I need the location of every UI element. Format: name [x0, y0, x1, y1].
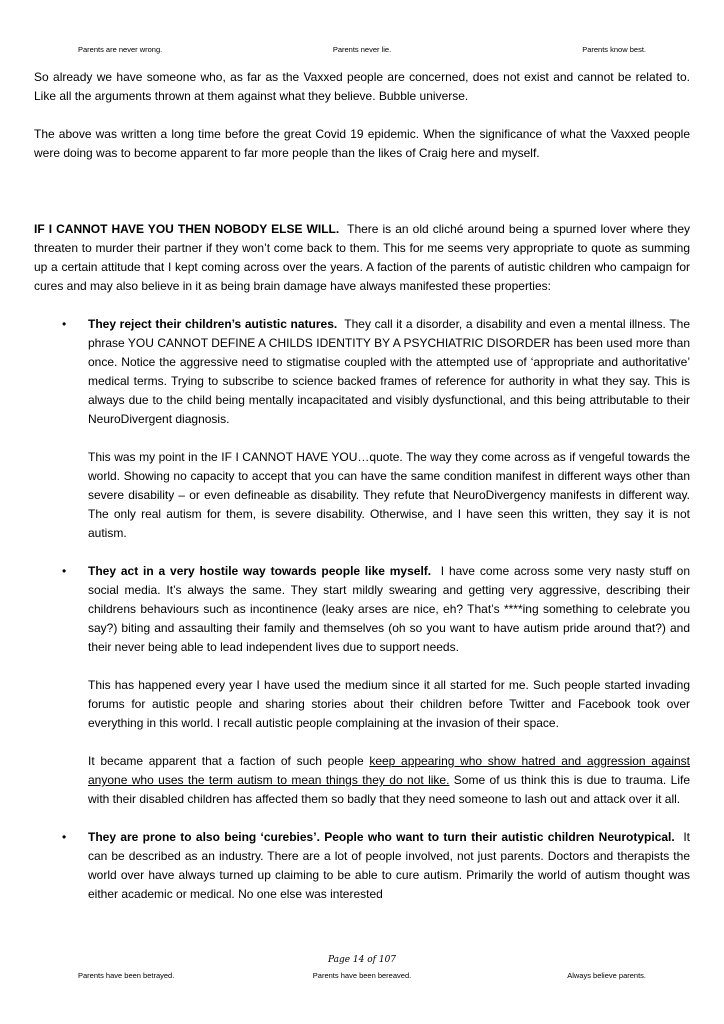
bullet-paragraph: This was my point in the IF I CANNOT HAVE YOU…quote. The way they come across as if vengeful towards the world. Showing no capacity to accept that you can have the same condition manifest in different ways other than severe disability – or even defineable as disability. They refute that NeuroDivergency manifests in different way. The only real autism for them, is severe disability. Otherwise, and I have seen this written, they say it is not autism.: [88, 450, 690, 540]
section-spacer: [34, 182, 690, 220]
bullet-marker: •: [62, 564, 67, 578]
section-heading: IF I CANNOT HAVE YOU THEN NOBODY ELSE WILL.: [34, 222, 340, 236]
bullet-text-pre: It became apparent that a faction of such people: [88, 754, 370, 768]
footer-center-text: Parents have been bereaved.: [312, 971, 412, 980]
intro-paragraph-1: So already we have someone who, as far as the Vaxxed people are concerned, does not exist and cannot be related to. Like all the arguments thrown at them against what they believe. Bubble universe.: [34, 70, 690, 103]
list-item: [34, 562, 690, 809]
header-left-text: Parents are never wrong.: [78, 45, 163, 54]
list-item: [34, 315, 690, 543]
bullet-paragraph: [88, 562, 690, 657]
underlined-text: keep appearing who show hatred and aggression against anyone who uses the term autism to mean things they do not like.: [88, 754, 690, 787]
page-number: Page 14 of 107: [327, 955, 397, 965]
bullet-text: They call it a disorder, a disability and even a mental illness. The phrase YOU CANNOT DEFINE A CHILDS IDENTITY BY A PSYCHIATRIC DISORDER has been used more than once. Notice the aggressive need to stigmatise coupled with the attempted use of ‘appropriate and authoritative’ medical terms. Trying to subscribe to science backed frames of reference for authority in what they say. This is always due to the child being mentally incapacitated and visibly dysfunctional, and this being attributable to their NeuroDivergent diagnosis.: [88, 317, 690, 426]
header-right-text: Parents know best.: [582, 45, 646, 54]
bullet-paragraph: [88, 315, 690, 429]
bullet-heading: They act in a very hostile way towards people like myself.: [88, 564, 432, 578]
section-body: There is an old cliché around being a spurned lover where they threaten to murder their partner if they won’t come back to them. This for me seems very appropriate to quote as summing up a certain attitude that I kept coming across over the years. A faction of the parents of autistic children who campaign for cures and may also believe in it as being brain damage have always manifested these properties:: [34, 222, 690, 293]
footer-right-text: Always believe parents.: [567, 971, 646, 980]
bullet-paragraph: [88, 752, 690, 809]
bullet-paragraph: [88, 828, 690, 904]
bullet-text: I have come across some very nasty stuff on social media. It’s always the same. They start mildly swearing and getting very aggressive, describing their childrens behaviours such as incontinence (leaky arses are nice, eh? That’s ****ing something to celebrate you say?) biting and assaulting their family and themselves (oh so you want to have autism pride around that?) and their never being able to lead independent lives due to support needs.: [88, 564, 691, 654]
bullet-text-post: Some of us think this is due to trauma. Life with their disabled children has affected them so badly that they need someone to lash out and attack over it all.: [88, 773, 690, 806]
bullet-paragraph: This has happened every year I have used the medium since it all started for me. Such people started invading forums for autistic people and sharing stories about their children before Twitter and Facebook took over everything in this world. I recall autistic people complaining at the invasion of their space.: [88, 678, 690, 730]
intro-paragraph-2: The above was written a long time before the great Covid 19 epidemic. When the significance of what the Vaxxed people were doing was to become apparent to far more people than the likes of Craig here and myself.: [34, 127, 690, 160]
page-footer: [78, 971, 646, 980]
bullet-heading: They reject their children’s autistic natures.: [88, 317, 338, 331]
bullet-marker: •: [62, 830, 67, 844]
section-paragraph: [34, 220, 690, 296]
bullet-heading: They are prone to also being ‘curebies’. People who want to turn their autistic children Neurotypical.: [88, 830, 675, 844]
document-body: [34, 68, 690, 923]
list-item: [34, 828, 690, 904]
page-header: [78, 45, 646, 54]
footer-left-text: Parents have been betrayed.: [78, 971, 175, 980]
header-center-text: Parents never lie.: [332, 45, 392, 54]
bullet-list: [34, 315, 690, 904]
bullet-text: It can be described as an industry. There are a lot of people involved, not just parents. Doctors and therapists the world over have always turned up claiming to be able to cure autism. Primarily the world of autism thought was either academic or medical. No one else was interested: [88, 830, 691, 901]
bullet-marker: •: [62, 317, 67, 331]
